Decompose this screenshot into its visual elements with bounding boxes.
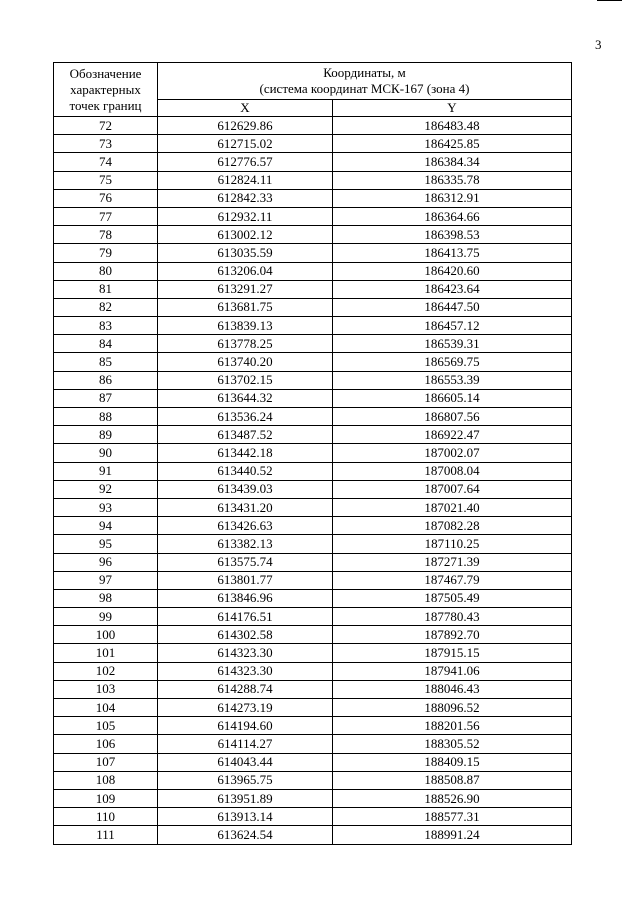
x-cell: 614288.74 bbox=[158, 680, 333, 698]
point-cell: 105 bbox=[54, 717, 158, 735]
point-cell: 102 bbox=[54, 662, 158, 680]
y-cell: 186807.56 bbox=[333, 408, 572, 426]
table-row bbox=[54, 789, 572, 807]
y-cell: 187008.04 bbox=[333, 462, 572, 480]
table-row bbox=[54, 171, 572, 189]
point-cell: 87 bbox=[54, 389, 158, 407]
table-row bbox=[54, 608, 572, 626]
point-cell: 110 bbox=[54, 808, 158, 826]
x-cell: 613575.74 bbox=[158, 553, 333, 571]
x-cell: 613382.13 bbox=[158, 535, 333, 553]
y-cell: 186335.78 bbox=[333, 171, 572, 189]
point-cell: 93 bbox=[54, 498, 158, 516]
y-cell: 186398.53 bbox=[333, 226, 572, 244]
table-row bbox=[54, 771, 572, 789]
y-cell: 188526.90 bbox=[333, 789, 572, 807]
table-row bbox=[54, 135, 572, 153]
y-cell: 186569.75 bbox=[333, 353, 572, 371]
x-cell: 613002.12 bbox=[158, 226, 333, 244]
point-cell: 108 bbox=[54, 771, 158, 789]
point-cell: 80 bbox=[54, 262, 158, 280]
point-cell: 109 bbox=[54, 789, 158, 807]
table-row bbox=[54, 335, 572, 353]
x-cell: 612842.33 bbox=[158, 189, 333, 207]
y-cell: 186425.85 bbox=[333, 135, 572, 153]
y-cell: 187892.70 bbox=[333, 626, 572, 644]
table-row bbox=[54, 262, 572, 280]
x-cell: 613487.52 bbox=[158, 426, 333, 444]
table-row bbox=[54, 226, 572, 244]
x-cell: 613206.04 bbox=[158, 262, 333, 280]
table-row bbox=[54, 717, 572, 735]
table-row bbox=[54, 735, 572, 753]
point-cell: 79 bbox=[54, 244, 158, 262]
x-cell: 613431.20 bbox=[158, 498, 333, 516]
x-cell: 613740.20 bbox=[158, 353, 333, 371]
table-row bbox=[54, 662, 572, 680]
point-cell: 97 bbox=[54, 571, 158, 589]
point-cell: 85 bbox=[54, 353, 158, 371]
x-cell: 613624.54 bbox=[158, 826, 333, 844]
x-cell: 613702.15 bbox=[158, 371, 333, 389]
table-row bbox=[54, 553, 572, 571]
point-cell: 83 bbox=[54, 317, 158, 335]
point-cell: 107 bbox=[54, 753, 158, 771]
x-cell: 614302.58 bbox=[158, 626, 333, 644]
table-row bbox=[54, 626, 572, 644]
x-cell: 613913.14 bbox=[158, 808, 333, 826]
y-cell: 188096.52 bbox=[333, 699, 572, 717]
x-cell: 613440.52 bbox=[158, 462, 333, 480]
point-designation-header: Обозначение характерных точек границ bbox=[54, 63, 158, 117]
coordinates-table bbox=[53, 62, 572, 845]
table-row bbox=[54, 699, 572, 717]
page-number: 3 bbox=[595, 37, 602, 52]
x-cell: 613439.03 bbox=[158, 480, 333, 498]
table-row bbox=[54, 426, 572, 444]
table-row bbox=[54, 153, 572, 171]
y-cell: 187021.40 bbox=[333, 498, 572, 516]
point-cell: 90 bbox=[54, 444, 158, 462]
y-cell: 187505.49 bbox=[333, 589, 572, 607]
point-cell: 73 bbox=[54, 135, 158, 153]
y-cell: 188201.56 bbox=[333, 717, 572, 735]
point-cell: 82 bbox=[54, 298, 158, 316]
point-cell: 95 bbox=[54, 535, 158, 553]
y-cell: 186539.31 bbox=[333, 335, 572, 353]
x-cell: 613846.96 bbox=[158, 589, 333, 607]
y-cell: 186312.91 bbox=[333, 189, 572, 207]
table-row bbox=[54, 244, 572, 262]
point-cell: 84 bbox=[54, 335, 158, 353]
y-cell: 187915.15 bbox=[333, 644, 572, 662]
table-row bbox=[54, 589, 572, 607]
table-body bbox=[54, 117, 572, 845]
x-cell: 614043.44 bbox=[158, 753, 333, 771]
y-cell: 188046.43 bbox=[333, 680, 572, 698]
point-cell: 103 bbox=[54, 680, 158, 698]
x-cell: 613778.25 bbox=[158, 335, 333, 353]
point-cell: 72 bbox=[54, 117, 158, 135]
y-cell: 186457.12 bbox=[333, 317, 572, 335]
point-cell: 77 bbox=[54, 207, 158, 225]
y-cell: 187467.79 bbox=[333, 571, 572, 589]
y-cell: 187780.43 bbox=[333, 608, 572, 626]
point-cell: 101 bbox=[54, 644, 158, 662]
y-cell: 186364.66 bbox=[333, 207, 572, 225]
y-cell: 188409.15 bbox=[333, 753, 572, 771]
point-cell: 94 bbox=[54, 517, 158, 535]
x-cell: 612776.57 bbox=[158, 153, 333, 171]
table-row bbox=[54, 298, 572, 316]
y-cell: 186605.14 bbox=[333, 389, 572, 407]
point-cell: 86 bbox=[54, 371, 158, 389]
table-row bbox=[54, 644, 572, 662]
y-cell: 187941.06 bbox=[333, 662, 572, 680]
y-cell: 186423.64 bbox=[333, 280, 572, 298]
table-row bbox=[54, 371, 572, 389]
x-cell: 613291.27 bbox=[158, 280, 333, 298]
y-cell: 187110.25 bbox=[333, 535, 572, 553]
y-cell: 188577.31 bbox=[333, 808, 572, 826]
x-cell: 613801.77 bbox=[158, 571, 333, 589]
point-cell: 81 bbox=[54, 280, 158, 298]
table-row bbox=[54, 571, 572, 589]
x-cell: 612629.86 bbox=[158, 117, 333, 135]
x-cell: 614114.27 bbox=[158, 735, 333, 753]
y-cell: 186384.34 bbox=[333, 153, 572, 171]
x-cell: 612932.11 bbox=[158, 207, 333, 225]
point-cell: 76 bbox=[54, 189, 158, 207]
x-cell: 613536.24 bbox=[158, 408, 333, 426]
point-cell: 88 bbox=[54, 408, 158, 426]
y-cell: 188991.24 bbox=[333, 826, 572, 844]
x-cell: 613681.75 bbox=[158, 298, 333, 316]
x-cell: 613644.32 bbox=[158, 389, 333, 407]
top-corner-line bbox=[597, 0, 622, 1]
x-cell: 612824.11 bbox=[158, 171, 333, 189]
table-row bbox=[54, 389, 572, 407]
table-row bbox=[54, 680, 572, 698]
table-row bbox=[54, 498, 572, 516]
table-row bbox=[54, 517, 572, 535]
table-row bbox=[54, 353, 572, 371]
table-row bbox=[54, 117, 572, 135]
table-row bbox=[54, 207, 572, 225]
y-cell: 187082.28 bbox=[333, 517, 572, 535]
point-cell: 106 bbox=[54, 735, 158, 753]
x-cell: 614323.30 bbox=[158, 662, 333, 680]
point-cell: 75 bbox=[54, 171, 158, 189]
table-row bbox=[54, 480, 572, 498]
table-row bbox=[54, 753, 572, 771]
x-cell: 613442.18 bbox=[158, 444, 333, 462]
table-row bbox=[54, 444, 572, 462]
y-cell: 187271.39 bbox=[333, 553, 572, 571]
y-cell: 186922.47 bbox=[333, 426, 572, 444]
table-row bbox=[54, 280, 572, 298]
table-row bbox=[54, 808, 572, 826]
table-row bbox=[54, 535, 572, 553]
point-cell: 91 bbox=[54, 462, 158, 480]
table-row bbox=[54, 408, 572, 426]
point-cell: 92 bbox=[54, 480, 158, 498]
point-cell: 89 bbox=[54, 426, 158, 444]
y-header: Y bbox=[333, 100, 572, 117]
x-header: X bbox=[158, 100, 333, 117]
point-cell: 98 bbox=[54, 589, 158, 607]
y-cell: 186420.60 bbox=[333, 262, 572, 280]
coordinates-header: Координаты, м (система координат МСК-167 (зона 4) bbox=[158, 63, 572, 100]
point-cell: 78 bbox=[54, 226, 158, 244]
x-cell: 613426.63 bbox=[158, 517, 333, 535]
y-cell: 186553.39 bbox=[333, 371, 572, 389]
x-cell: 614323.30 bbox=[158, 644, 333, 662]
point-cell: 104 bbox=[54, 699, 158, 717]
point-cell: 100 bbox=[54, 626, 158, 644]
y-cell: 186447.50 bbox=[333, 298, 572, 316]
x-cell: 613035.59 bbox=[158, 244, 333, 262]
x-cell: 614273.19 bbox=[158, 699, 333, 717]
y-cell: 187002.07 bbox=[333, 444, 572, 462]
y-cell: 186413.75 bbox=[333, 244, 572, 262]
x-cell: 614176.51 bbox=[158, 608, 333, 626]
point-cell: 99 bbox=[54, 608, 158, 626]
x-cell: 613965.75 bbox=[158, 771, 333, 789]
x-cell: 613951.89 bbox=[158, 789, 333, 807]
y-cell: 187007.64 bbox=[333, 480, 572, 498]
x-cell: 613839.13 bbox=[158, 317, 333, 335]
table-row bbox=[54, 462, 572, 480]
table-row bbox=[54, 189, 572, 207]
y-cell: 188305.52 bbox=[333, 735, 572, 753]
point-cell: 74 bbox=[54, 153, 158, 171]
x-cell: 612715.02 bbox=[158, 135, 333, 153]
x-cell: 614194.60 bbox=[158, 717, 333, 735]
y-cell: 188508.87 bbox=[333, 771, 572, 789]
point-cell: 111 bbox=[54, 826, 158, 844]
y-cell: 186483.48 bbox=[333, 117, 572, 135]
table-row bbox=[54, 826, 572, 844]
point-cell: 96 bbox=[54, 553, 158, 571]
table-row bbox=[54, 317, 572, 335]
